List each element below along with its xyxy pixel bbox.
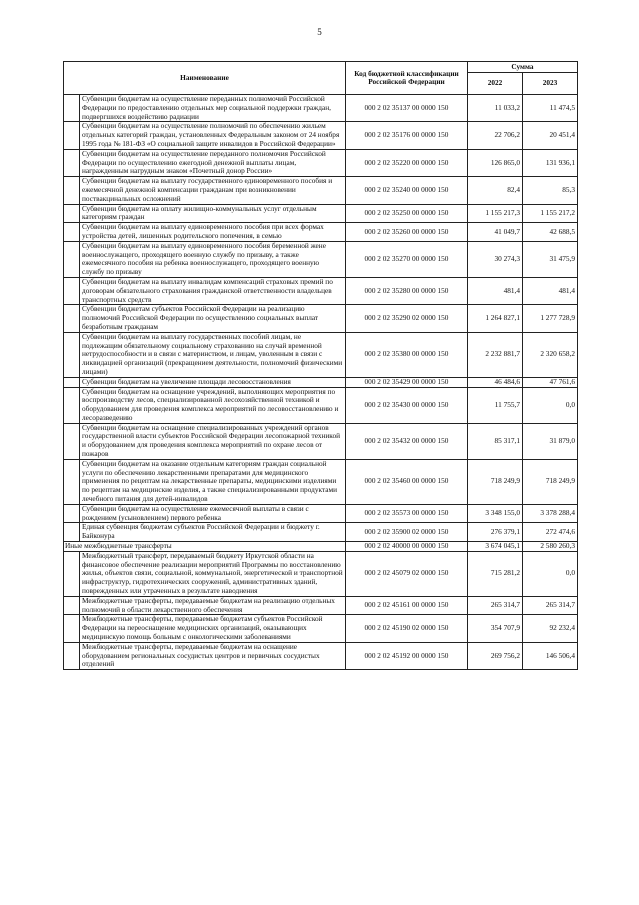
row-sum-2023: 265 314,7 — [523, 596, 578, 615]
row-name: Субвенции бюджетам на оказание отдельным категориям граждан социальной услуги по обеспечению лекарственными препаратами для медицинского применения по рецептам на лекарственные препараты, медицинскими изделиями по рецептам на медицинские изделия, а также специализированными продуктами лечебного питания для детей-инвалидов — [80, 459, 346, 504]
row-code: 000 2 02 35432 00 0000 150 — [346, 423, 468, 459]
page-number: 5 — [317, 27, 322, 37]
indent-cell — [64, 241, 80, 277]
row-sum-2022: 715 281,2 — [468, 551, 523, 596]
indent-cell — [64, 642, 80, 669]
row-code: 000 2 02 45161 00 0000 150 — [346, 596, 468, 615]
table-row — [64, 277, 578, 304]
row-code: 000 2 02 35280 00 0000 150 — [346, 277, 468, 304]
row-sum-2022: 3 348 155,0 — [468, 504, 523, 523]
indent-cell — [64, 122, 80, 149]
row-code: 000 2 02 35290 02 0000 150 — [346, 305, 468, 332]
header-name: Наименование — [64, 62, 346, 95]
row-name: Субвенции бюджетам на выплату инвалидам компенсаций страховых премий по договорам обязательного страхования гражданской ответственности владельцев транспортных средств — [80, 277, 346, 304]
row-name: Межбюджетные трансферты, передаваемые бюджетам субъектов Российской Федерации на переоснащение медицинских организаций, оказывающих медицинскую помощь больным с онкологическими заболеваниями — [80, 615, 346, 642]
row-name: Субвенции бюджетам на выплату единовременного пособия беременной жене военнослужащего, проходящего военную службу по призыву, а также ежемесячного пособия на ребенка военнослужащего, проходящего военную службу по призыву — [80, 241, 346, 277]
indent-cell — [64, 305, 80, 332]
row-name: Субвенции бюджетам на оплату жилищно-коммунальных услуг отдельным категориям граждан — [80, 204, 346, 223]
row-code: 000 2 02 35430 00 0000 150 — [346, 387, 468, 423]
row-sum-2022: 2 232 881,7 — [468, 332, 523, 377]
row-name: Межбюджетные трансферты, передаваемые бюджетам на реализацию отдельных полномочий в области лекарственного обеспечения — [80, 596, 346, 615]
row-name: Субвенции бюджетам на выплату единовременного пособия при всех формах устройства детей, лишенных родительского попечения, в семью — [80, 223, 346, 242]
row-code: 000 2 02 35137 00 0000 150 — [346, 95, 468, 122]
row-sum-2023: 1 155 217,2 — [523, 204, 578, 223]
budget-table — [63, 61, 578, 670]
row-sum-2022: 354 707,9 — [468, 615, 523, 642]
row-code: 000 2 02 35270 00 0000 150 — [346, 241, 468, 277]
row-sum-2022: 22 706,2 — [468, 122, 523, 149]
row-sum-2022: 3 674 045,1 — [468, 542, 523, 552]
row-code: 000 2 02 35250 00 0000 150 — [346, 204, 468, 223]
table-row — [64, 177, 578, 204]
row-sum-2023: 2 580 260,3 — [523, 542, 578, 552]
row-sum-2023: 92 232,4 — [523, 615, 578, 642]
table-row — [64, 305, 578, 332]
row-code: 000 2 02 45192 00 0000 150 — [346, 642, 468, 669]
indent-cell — [64, 177, 80, 204]
row-code: 000 2 02 35429 00 0000 150 — [346, 377, 468, 387]
header-year-2022: 2022 — [468, 73, 523, 95]
table-body — [64, 95, 578, 670]
indent-cell — [64, 387, 80, 423]
row-code: 000 2 02 35260 00 0000 150 — [346, 223, 468, 242]
header-sum: Сумма — [468, 62, 578, 73]
row-name: Иные межбюджетные трансферты — [64, 542, 346, 552]
row-sum-2023: 481,4 — [523, 277, 578, 304]
table-row — [64, 223, 578, 242]
row-sum-2022: 1 264 827,1 — [468, 305, 523, 332]
indent-cell — [64, 459, 80, 504]
row-name: Субвенции бюджетам на осуществление полномочий по обеспечению жильем отдельных категорий граждан, установленных Федеральным законом от 24 ноября 1995 года № 181-ФЗ «О социальной защите инвалидов в Российской Федерации» — [80, 122, 346, 149]
row-sum-2023: 2 320 658,2 — [523, 332, 578, 377]
row-sum-2023: 272 474,6 — [523, 523, 578, 542]
row-sum-2023: 3 378 288,4 — [523, 504, 578, 523]
table-row — [64, 615, 578, 642]
row-name: Субвенции бюджетам на увеличение площади лесовосстановления — [80, 377, 346, 387]
indent-cell — [64, 223, 80, 242]
row-sum-2023: 0,0 — [523, 551, 578, 596]
row-code: 000 2 02 35460 00 0000 150 — [346, 459, 468, 504]
indent-cell — [64, 523, 80, 542]
row-sum-2023: 0,0 — [523, 387, 578, 423]
table-row — [64, 95, 578, 122]
row-code: 000 2 02 35380 00 0000 150 — [346, 332, 468, 377]
row-sum-2023: 42 688,5 — [523, 223, 578, 242]
row-sum-2022: 276 379,1 — [468, 523, 523, 542]
indent-cell — [64, 615, 80, 642]
row-sum-2023: 47 761,6 — [523, 377, 578, 387]
row-sum-2022: 481,4 — [468, 277, 523, 304]
row-name: Субвенции бюджетам на выплату государственных пособий лицам, не подлежащим обязательному социальному страхованию на случай временной нетрудоспособности и в связи с материнством, и лицам, уволенным в связи с ликвидацией организаций (прекращением деятельности, полномочий физическими лицами) — [80, 332, 346, 377]
row-code: 000 2 02 35176 00 0000 150 — [346, 122, 468, 149]
indent-cell — [64, 377, 80, 387]
row-code: 000 2 02 45079 02 0000 150 — [346, 551, 468, 596]
table-row — [64, 504, 578, 523]
row-name: Субвенции бюджетам на оснащение учреждений, выполняющих мероприятия по воспроизводству лесов, специализированной лесохозяйственной техникой и оборудованием для проведения комплекса мероприятий по лесовосстановлению и лесоразведению — [80, 387, 346, 423]
table-row — [64, 459, 578, 504]
row-code: 000 2 02 40000 00 0000 150 — [346, 542, 468, 552]
row-sum-2023: 11 474,5 — [523, 95, 578, 122]
row-sum-2022: 41 049,7 — [468, 223, 523, 242]
row-sum-2022: 11 755,7 — [468, 387, 523, 423]
row-code: 000 2 02 35220 00 0000 150 — [346, 149, 468, 176]
row-code: 000 2 02 35573 00 0000 150 — [346, 504, 468, 523]
row-sum-2023: 85,3 — [523, 177, 578, 204]
row-name: Межбюджетный трансферт, передаваемый бюджету Иркутской области на финансовое обеспечение реализации мероприятий Программы по восстановлению жилья, объектов связи, социальной, коммунальной, энергетической и транспортной инфраструктур, гидротехнических сооружений, административных зданий, поврежденных или утраченных в результате наводнения — [80, 551, 346, 596]
row-name: Субвенции бюджетам на выплату государственного единовременного пособия и ежемесячной денежной компенсации гражданам при возникновении поствакцинальных осложнений — [80, 177, 346, 204]
row-sum-2022: 269 756,2 — [468, 642, 523, 669]
row-name: Субвенции бюджетам на оснащение специализированных учреждений органов государственной власти субъектов Российской Федерации лесопожарной техникой и оборудованием для проведения комплекса мероприятий по охране лесов от пожаров — [80, 423, 346, 459]
table-row — [64, 204, 578, 223]
row-sum-2022: 1 155 217,3 — [468, 204, 523, 223]
row-name: Межбюджетные трансферты, передаваемые бюджетам на оснащение оборудованием региональных сосудистых центров и первичных сосудистых отделений — [80, 642, 346, 669]
row-name: Субвенции бюджетам на осуществление переданного полномочия Российской Федерации по осуществлению ежегодной денежной выплаты лицам, награжденным нагрудным знаком «Почетный донор России» — [80, 149, 346, 176]
row-sum-2022: 46 484,6 — [468, 377, 523, 387]
row-sum-2023: 31 879,0 — [523, 423, 578, 459]
row-sum-2023: 20 451,4 — [523, 122, 578, 149]
row-name: Единая субвенция бюджетам субъектов Российской Федерации и бюджету г. Байконура — [80, 523, 346, 542]
row-sum-2023: 131 936,1 — [523, 149, 578, 176]
table-row — [64, 642, 578, 669]
row-code: 000 2 02 45190 02 0000 150 — [346, 615, 468, 642]
indent-cell — [64, 596, 80, 615]
table-row — [64, 551, 578, 596]
table-row — [64, 332, 578, 377]
header-year-2023: 2023 — [523, 73, 578, 95]
row-sum-2022: 718 249,9 — [468, 459, 523, 504]
table-row — [64, 122, 578, 149]
indent-cell — [64, 423, 80, 459]
indent-cell — [64, 551, 80, 596]
indent-cell — [64, 277, 80, 304]
table-row — [64, 523, 578, 542]
row-name: Субвенции бюджетам на осуществление ежемесячной выплаты в связи с рождением (усыновлением) первого ребенка — [80, 504, 346, 523]
row-sum-2023: 31 475,9 — [523, 241, 578, 277]
indent-cell — [64, 504, 80, 523]
row-sum-2023: 1 277 728,9 — [523, 305, 578, 332]
table-row — [64, 149, 578, 176]
table-row — [64, 596, 578, 615]
indent-cell — [64, 204, 80, 223]
table-row — [64, 542, 578, 552]
row-sum-2023: 146 506,4 — [523, 642, 578, 669]
indent-cell — [64, 332, 80, 377]
row-name: Субвенции бюджетам субъектов Российской Федерации на реализацию полномочий Российской Федерации по осуществлению социальных выплат безработным гражданам — [80, 305, 346, 332]
indent-cell — [64, 95, 80, 122]
table-row — [64, 423, 578, 459]
row-sum-2022: 11 033,2 — [468, 95, 523, 122]
row-sum-2022: 265 314,7 — [468, 596, 523, 615]
row-name: Субвенции бюджетам на осуществление переданных полномочий Российской Федерации по предоставлению отдельных мер социальной поддержки граждан, подвергшихся воздействию радиации — [80, 95, 346, 122]
row-sum-2022: 85 317,1 — [468, 423, 523, 459]
header-code: Код бюджетной классификации Российской Федерации — [346, 62, 468, 95]
row-sum-2022: 82,4 — [468, 177, 523, 204]
table-row — [64, 241, 578, 277]
table-row — [64, 377, 578, 387]
row-code: 000 2 02 35900 02 0000 150 — [346, 523, 468, 542]
row-sum-2022: 126 865,0 — [468, 149, 523, 176]
row-sum-2022: 30 274,3 — [468, 241, 523, 277]
indent-cell — [64, 149, 80, 176]
table-row — [64, 387, 578, 423]
row-code: 000 2 02 35240 00 0000 150 — [346, 177, 468, 204]
row-sum-2023: 718 249,9 — [523, 459, 578, 504]
